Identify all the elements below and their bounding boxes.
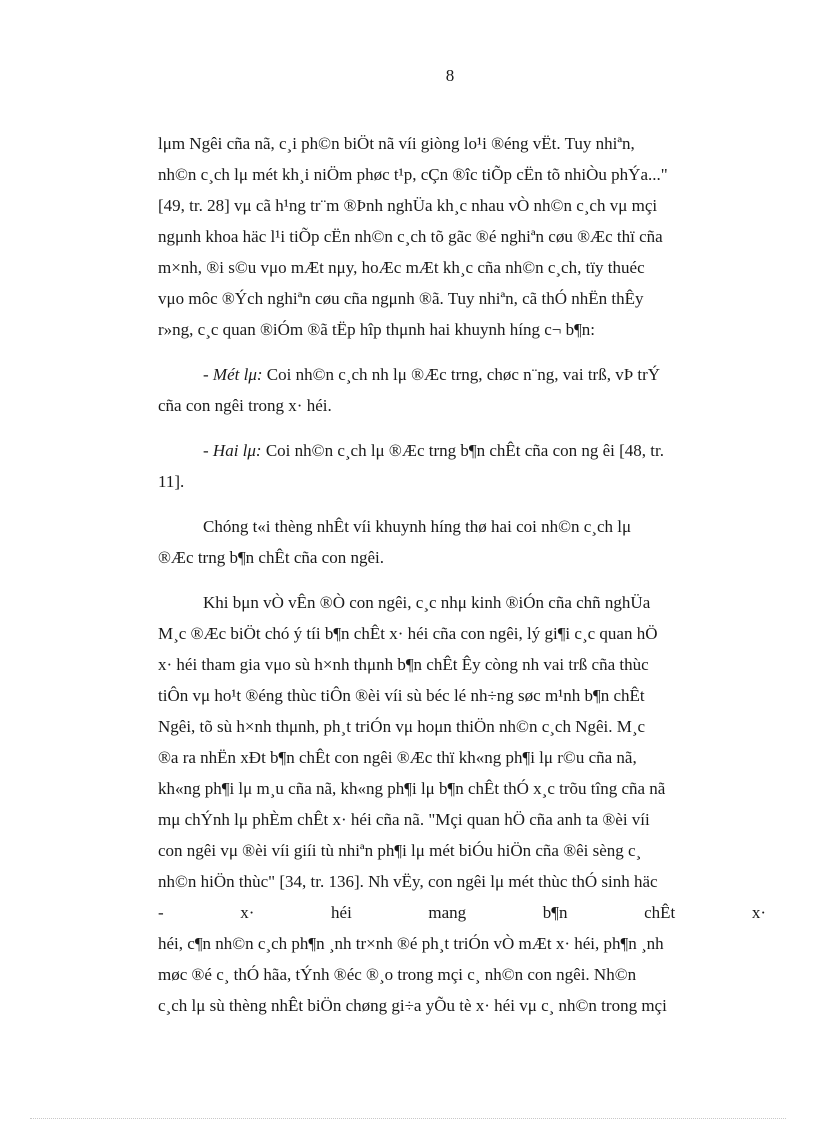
text-line: x· héi tham gia vμo sù h×nh thμnh b¶n chÊt Êy còng nh vai trß cña thùc	[158, 655, 649, 674]
item-text: 11].	[158, 472, 185, 491]
text-line: héi, c¶n nh©n c¸ch ph¶n ¸nh tr×nh ®é ph¸t triÓn vÒ mÆt x· héi, ph¶n ¸nh	[158, 934, 664, 953]
list-item-two	[158, 435, 766, 497]
text-line: m×nh, ®i s©u vμo mÆt nμy, hoÆc mÆt kh¸c cña nh©n c¸ch, tïy thuéc	[158, 258, 645, 277]
text-line: lμm Ngêi cña nã, c¸i ph©n biÖt nã víi giòng lo¹i ®éng vËt. Tuy nhiªn,	[158, 134, 635, 153]
item-label: - Mét lμ:	[203, 365, 263, 384]
text-line: ngμnh khoa häc l¹i tiÕp cËn nh©n c¸ch tõ gãc ®é nghiªn cøu ®Æc thï cña	[158, 227, 663, 246]
text-line: c¸ch lμ sù thèng nhÊt biÖn chøng gi÷a yÕu tè x· héi vμ c¸ nh©n trong mçi	[158, 996, 667, 1015]
text-line: vμo môc ®Ých nghiªn cøu cña ngμnh ®ã. Tuy nhiªn, cã thÓ nhËn thÊy	[158, 289, 644, 308]
text-line: mμ chÝnh lμ phÈm chÊt x· héi cña nã. "Mçi quan hÖ cña anh ta ®èi víi	[158, 810, 650, 829]
text-line: Chóng t«i thèng nhÊt víi khuynh híng thø hai coi nh©n c¸ch lμ	[203, 517, 632, 536]
item-text: cña con ngêi trong x· héi.	[158, 396, 332, 415]
list-item-one	[158, 359, 766, 421]
page-number: 8	[445, 66, 455, 85]
item-text: Coi nh©n c¸ch nh lμ ®Æc trng, chøc n¨ng, vai trß, vÞ trÝ	[262, 365, 661, 384]
text-line: Ngêi, tõ sù h×nh thμnh, ph¸t triÓn vμ hoμn thiÖn nh©n c¸ch Ngêi. M¸c	[158, 717, 646, 736]
text-line: nh©n hiÖn thùc" [34, tr. 136]. Nh vËy, con ngêi lμ mét thùc thÓ sinh häc	[158, 872, 658, 891]
marx-paragraph	[158, 587, 766, 1021]
text-line: ®a ra nhËn xÐt b¶n chÊt con ngêi ®Æc thï kh«ng ph¶i lμ r©u cña nã,	[158, 748, 637, 767]
text-line: ®Æc trng b¶n chÊt cña con ngêi.	[158, 548, 384, 567]
item-label: - Hai lμ:	[203, 441, 262, 460]
text-line: tiÔn vμ ho¹t ®éng thùc tiÔn ®èi víi sù béc lé nh÷ng søc m¹nh b¶n chÊt	[158, 686, 645, 705]
justified-line: - x· héi mang b¶n chÊt x·	[158, 903, 766, 922]
author-paragraph	[158, 511, 766, 573]
text-line: kh«ng ph¶i lμ m¸u cña nã, kh«ng ph¶i lμ b¶n chÊt thÓ x¸c trõu tîng cña nã	[158, 779, 666, 798]
text-line: M¸c ®Æc biÖt chó ý tíi b¶n chÊt x· héi cña con ngêi, lý gi¶i c¸c quan hÖ	[158, 624, 658, 643]
text-line: Khi bμn vÒ vÊn ®Ò con ngêi, c¸c nhμ kinh ®iÓn cña chñ nghÜa	[203, 593, 651, 612]
text-line: møc ®é c¸ thÓ hãa, tÝnh ®éc ®¸o trong mçi c¸ nh©n con ngêi. Nh©n	[158, 965, 637, 984]
item-text: Coi nh©n c¸ch lμ ®Æc trng b¶n chÊt cña con ng êi [48, tr.	[261, 441, 664, 460]
text-line: [49, tr. 28] vμ cã h¹ng tr¨m ®Þnh nghÜa kh¸c nhau vÒ nh©n c¸ch vμ mçi	[158, 196, 658, 215]
text-line: con ngêi vμ ®èi víi giíi tù nhiªn ph¶i lμ mét biÓu hiÖn cña ®êi sèng c¸	[158, 841, 642, 860]
text-line: nh©n c¸ch lμ mét kh¸i niÖm phøc t¹p, cÇn ®îc tiÕp cËn tõ nhiÒu phÝa..."	[158, 165, 668, 184]
page-border-dotted	[30, 1118, 786, 1119]
document-body	[158, 128, 766, 1021]
text-line: r»ng, c¸c quan ®iÓm ®ã tËp hîp thμnh hai khuynh híng c¬ b¶n:	[158, 320, 596, 339]
intro-paragraph	[158, 128, 766, 345]
